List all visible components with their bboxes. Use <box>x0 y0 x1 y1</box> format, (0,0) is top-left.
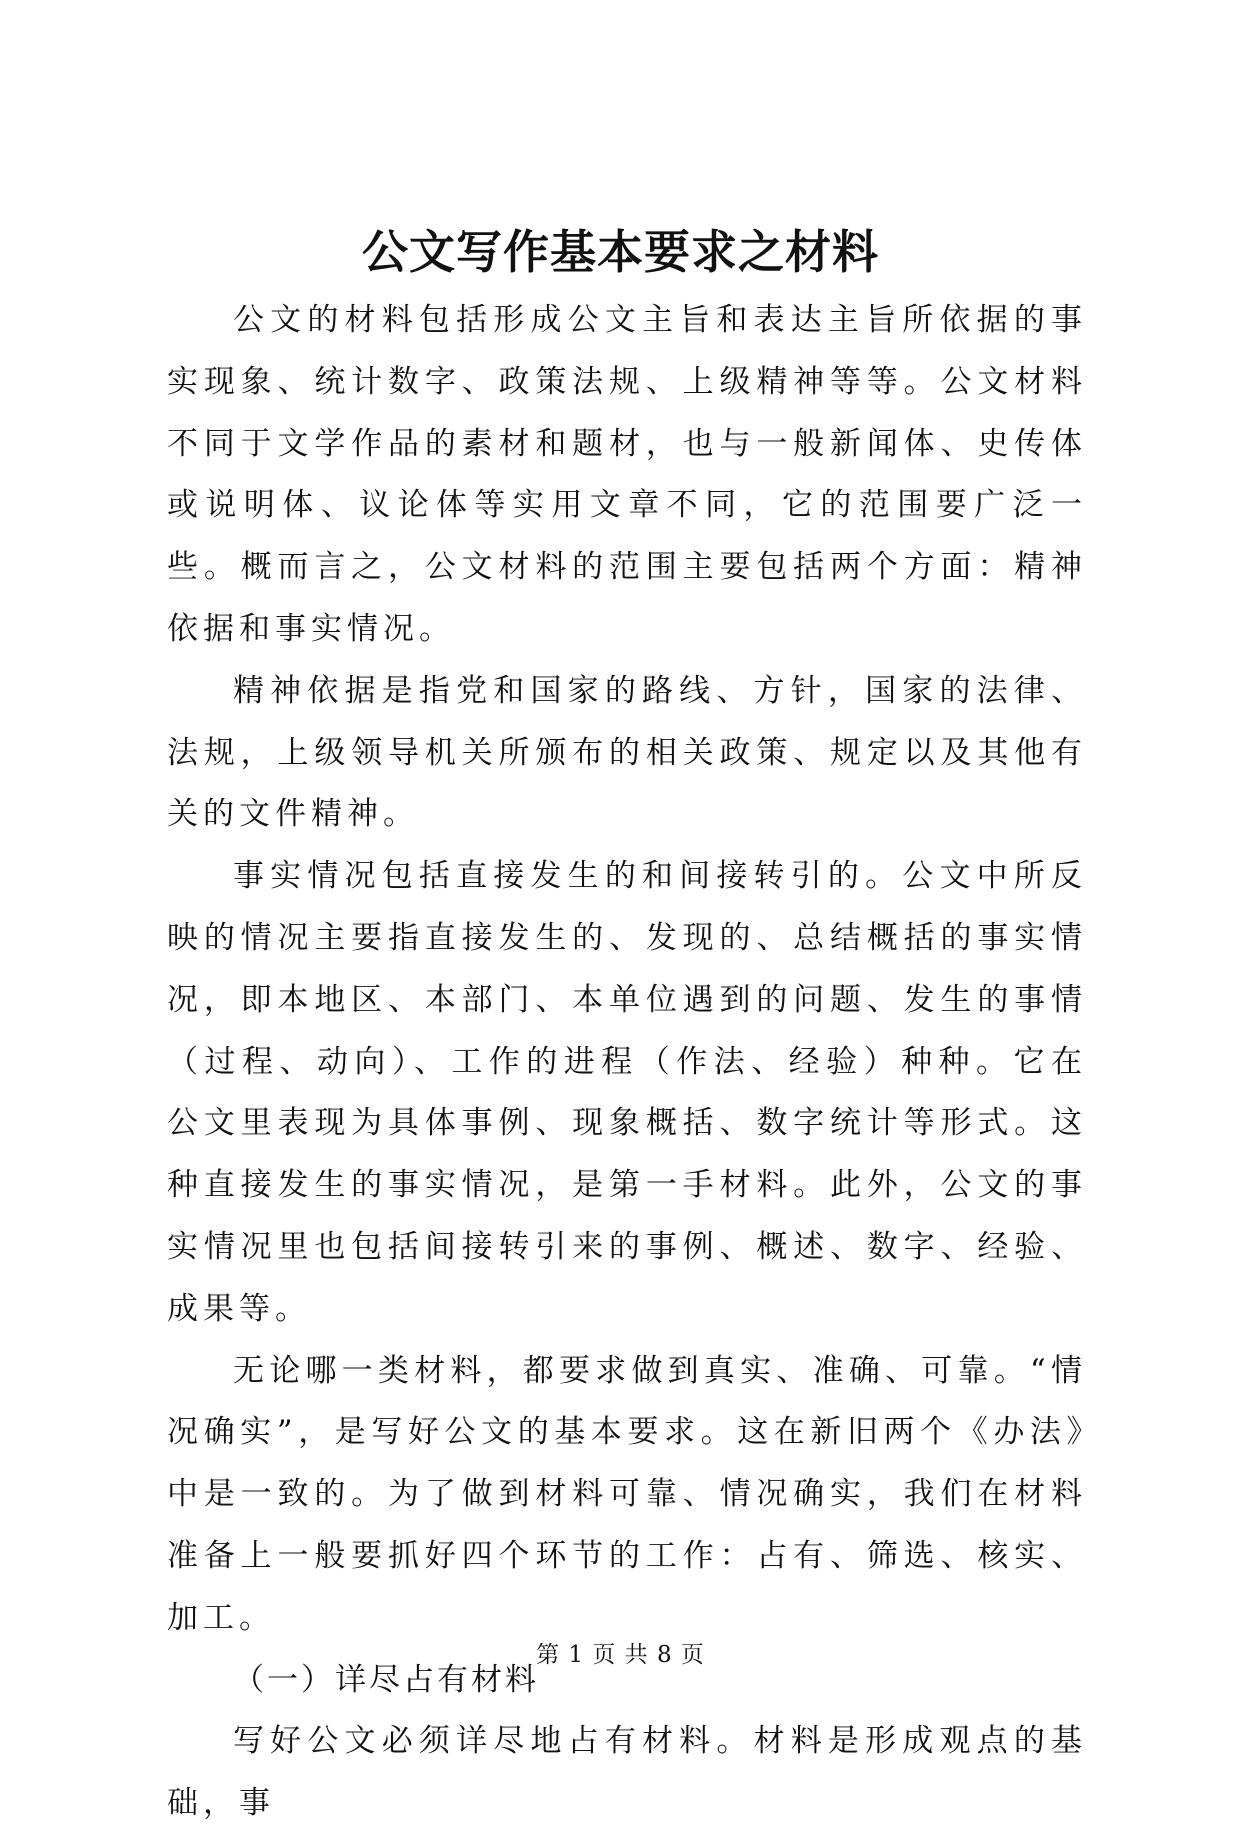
body-paragraph: 事实情况包括直接发生的和间接转引的。公文中所反映的情况主要指直接发生的、发现的、总结概括的事实情况，即本地区、本部门、本单位遇到的问题、发生的事情（过程、动向）、工作的进程（作法、经验）种种。它在公文里表现为具体事例、现象概括、数字统计等形式。这种直接发生的事实情况，是第一手材料。此外，公文的事实情况里也包括间接转引来的事例、概述、数字、经验、成果等。 <box>167 858 1087 1327</box>
body-paragraph: 精神依据是指党和国家的路线、方针，国家的法律、法规，上级领导机关所颁布的相关政策、规定以及其他有关的文件精神。 <box>167 672 1087 833</box>
body-paragraph: 写好公文必须详尽地占有材料。材料是形成观点的基础，事 <box>167 1723 1087 1822</box>
section-heading: （一）详尽占有材料 <box>233 1661 539 1698</box>
body-paragraph: 公文的材料包括形成公文主旨和表达主旨所依据的事实现象、统计数字、政策法规、上级精神等等。公文材料不同于文学作品的素材和题材，也与一般新闻体、史传体或说明体、议论体等实用文章不同，它的范围要广泛一些。概而言之，公文材料的范围主要包括两个方面：精神依据和事实情况。 <box>167 302 1087 647</box>
body-paragraph: 无论哪一类材料，都要求做到真实、准确、可靠。“情况确实”，是写好公文的基本要求。这在新旧两个《办法》中是一致的。为了做到材料可靠、情况确实，我们在材料准备上一般要抓好四个环节的工作：占有、筛选、核实、加工。 <box>167 1352 1087 1636</box>
document-body <box>167 290 1087 1835</box>
page-number-footer: 第 1 页 共 8 页 <box>536 1642 705 1668</box>
document-title: 公文写作基本要求之材料 <box>362 225 879 279</box>
